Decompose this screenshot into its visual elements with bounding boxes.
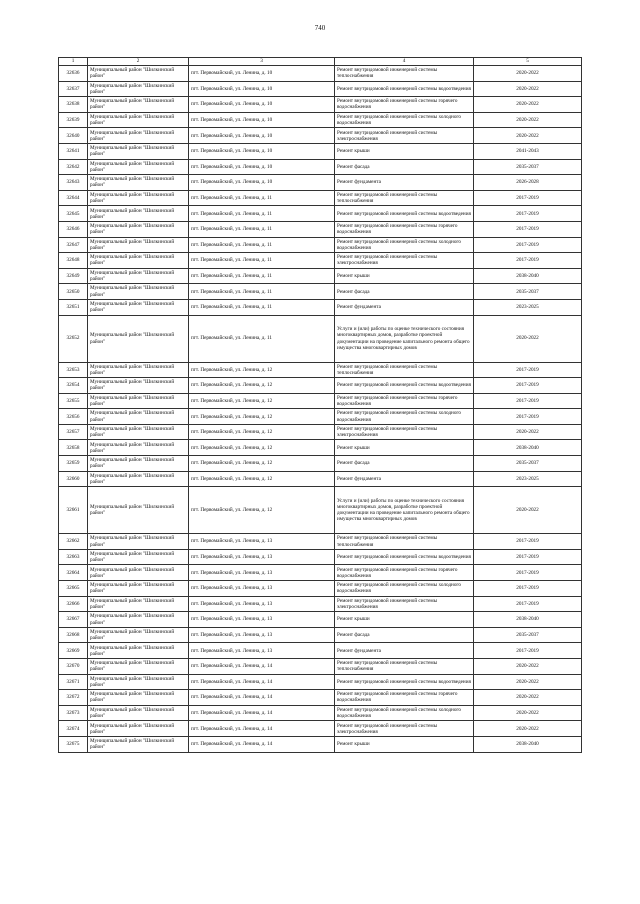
municipality-cell: Муниципальный район "Шилкинский район": [88, 721, 189, 737]
address-cell: пгт. Первомайский, ул. Ленина, д. 10: [189, 175, 335, 191]
municipality-cell: Муниципальный район "Шилкинский район": [88, 66, 189, 82]
table-row: [59, 705, 582, 721]
table-row: [59, 128, 582, 144]
header-row: [59, 58, 582, 66]
municipality-cell: Муниципальный район "Шилкинский район": [88, 659, 189, 675]
municipality-cell: Муниципальный район "Шилкинский район": [88, 268, 189, 284]
row-number-cell: 32672: [59, 690, 88, 706]
work-type-cell: Ремонт внутридомовой инженерной системы холодного водоснабжения: [335, 409, 474, 425]
table-row: [59, 221, 582, 237]
municipality-cell: Муниципальный район "Шилкинский район": [88, 440, 189, 456]
table-row: [59, 284, 582, 300]
municipality-cell: Муниципальный район "Шилкинский район": [88, 643, 189, 659]
table-row: [59, 81, 582, 97]
period-cell: 2017-2019: [474, 362, 582, 378]
address-cell: пгт. Первомайский, ул. Ленина, д. 11: [189, 206, 335, 222]
work-type-cell: Ремонт внутридомовой инженерной системы водоотведения: [335, 206, 474, 222]
period-cell: 2020-2022: [474, 487, 582, 534]
municipality-cell: Муниципальный район "Шилкинский район": [88, 284, 189, 300]
period-cell: 2017-2019: [474, 393, 582, 409]
work-type-cell: Ремонт фасада: [335, 456, 474, 472]
address-cell: пгт. Первомайский, ул. Ленина, д. 11: [189, 315, 335, 362]
address-cell: пгт. Первомайский, ул. Ленина, д. 12: [189, 378, 335, 394]
column-header: 2: [88, 58, 189, 66]
municipality-cell: Муниципальный район "Шилкинский район": [88, 299, 189, 315]
address-cell: пгт. Первомайский, ул. Ленина, д. 14: [189, 674, 335, 690]
row-number-cell: 32647: [59, 237, 88, 253]
column-header: 4: [335, 58, 474, 66]
municipality-cell: Муниципальный район "Шилкинский район": [88, 456, 189, 472]
row-number-cell: 32670: [59, 659, 88, 675]
row-number-cell: 32666: [59, 596, 88, 612]
address-cell: пгт. Первомайский, ул. Ленина, д. 11: [189, 237, 335, 253]
work-type-cell: Ремонт внутридомовой инженерной системы электроснабжения: [335, 424, 474, 440]
table-row: [59, 159, 582, 175]
municipality-cell: Муниципальный район "Шилкинский район": [88, 627, 189, 643]
table-row: [59, 549, 582, 565]
municipality-cell: Муниципальный район "Шилкинский район": [88, 253, 189, 269]
period-cell: 2038-2040: [474, 440, 582, 456]
municipality-cell: Муниципальный район "Шилкинский район": [88, 736, 189, 752]
table-row: [59, 175, 582, 191]
period-cell: 2020-2022: [474, 81, 582, 97]
period-cell: 2035-2037: [474, 456, 582, 472]
address-cell: пгт. Первомайский, ул. Ленина, д. 11: [189, 284, 335, 300]
address-cell: пгт. Первомайский, ул. Ленина, д. 12: [189, 471, 335, 487]
work-type-cell: Ремонт внутридомовой инженерной системы водоотведения: [335, 81, 474, 97]
period-cell: 2041-2043: [474, 143, 582, 159]
municipality-cell: Муниципальный район "Шилкинский район": [88, 581, 189, 597]
municipality-cell: Муниципальный район "Шилкинский район": [88, 424, 189, 440]
row-number-cell: 32657: [59, 424, 88, 440]
address-cell: пгт. Первомайский, ул. Ленина, д. 12: [189, 409, 335, 425]
table-row: [59, 581, 582, 597]
period-cell: 2017-2019: [474, 253, 582, 269]
table-row: [59, 471, 582, 487]
table-row: [59, 409, 582, 425]
row-number-cell: 32650: [59, 284, 88, 300]
row-number-cell: 32668: [59, 627, 88, 643]
table-row: [59, 66, 582, 82]
period-cell: 2020-2022: [474, 97, 582, 113]
table-row: [59, 456, 582, 472]
row-number-cell: 32651: [59, 299, 88, 315]
row-number-cell: 32648: [59, 253, 88, 269]
table-row: [59, 534, 582, 550]
municipality-cell: Муниципальный район "Шилкинский район": [88, 409, 189, 425]
column-header: 3: [189, 58, 335, 66]
period-cell: 2035-2037: [474, 627, 582, 643]
address-cell: пгт. Первомайский, ул. Ленина, д. 10: [189, 112, 335, 128]
address-cell: пгт. Первомайский, ул. Ленина, д. 12: [189, 456, 335, 472]
period-cell: 2023-2025: [474, 471, 582, 487]
work-type-cell: Ремонт внутридомовой инженерной системы водоотведения: [335, 378, 474, 394]
row-number-cell: 32640: [59, 128, 88, 144]
table-row: [59, 487, 582, 534]
address-cell: пгт. Первомайский, ул. Ленина, д. 10: [189, 159, 335, 175]
row-number-cell: 32638: [59, 97, 88, 113]
municipality-cell: Муниципальный район "Шилкинский район": [88, 237, 189, 253]
period-cell: 2017-2019: [474, 549, 582, 565]
period-cell: 2023-2025: [474, 299, 582, 315]
address-cell: пгт. Первомайский, ул. Ленина, д. 10: [189, 81, 335, 97]
municipality-cell: Муниципальный район "Шилкинский район": [88, 674, 189, 690]
table-row: [59, 596, 582, 612]
address-cell: пгт. Первомайский, ул. Ленина, д. 11: [189, 299, 335, 315]
work-type-cell: Ремонт крыши: [335, 612, 474, 628]
work-type-cell: Ремонт крыши: [335, 268, 474, 284]
period-cell: 2017-2019: [474, 565, 582, 581]
work-type-cell: Ремонт внутридомовой инженерной системы теплоснабжения: [335, 362, 474, 378]
municipality-cell: Муниципальный район "Шилкинский район": [88, 690, 189, 706]
row-number-cell: 32636: [59, 66, 88, 82]
row-number-cell: 32642: [59, 159, 88, 175]
municipality-cell: Муниципальный район "Шилкинский район": [88, 190, 189, 206]
table-row: [59, 362, 582, 378]
row-number-cell: 32664: [59, 565, 88, 581]
work-type-cell: Ремонт фасада: [335, 627, 474, 643]
table-row: [59, 206, 582, 222]
period-cell: 2038-2040: [474, 612, 582, 628]
period-cell: 2035-2037: [474, 159, 582, 175]
row-number-cell: 32645: [59, 206, 88, 222]
address-cell: пгт. Первомайский, ул. Ленина, д. 12: [189, 440, 335, 456]
work-type-cell: Ремонт крыши: [335, 440, 474, 456]
address-cell: пгт. Первомайский, ул. Ленина, д. 14: [189, 659, 335, 675]
period-cell: 2017-2019: [474, 596, 582, 612]
period-cell: 2020-2022: [474, 66, 582, 82]
municipality-cell: Муниципальный район "Шилкинский район": [88, 378, 189, 394]
address-cell: пгт. Первомайский, ул. Ленина, д. 10: [189, 128, 335, 144]
period-cell: 2017-2019: [474, 581, 582, 597]
work-type-cell: Ремонт внутридомовой инженерной системы холодного водоснабжения: [335, 112, 474, 128]
period-cell: 2017-2019: [474, 643, 582, 659]
period-cell: 2020-2022: [474, 705, 582, 721]
work-type-cell: Ремонт внутридомовой инженерной системы электроснабжения: [335, 721, 474, 737]
work-type-cell: Ремонт фасада: [335, 159, 474, 175]
table-row: [59, 674, 582, 690]
municipality-cell: Муниципальный район "Шилкинский район": [88, 159, 189, 175]
address-cell: пгт. Первомайский, ул. Ленина, д. 13: [189, 627, 335, 643]
work-type-cell: Услуги и (или) работы по оценке технического состояния многоквартирных домов, разработке проектной документации на проведение капитального ремонта общего имущества многоквартирных домов: [335, 487, 474, 534]
table-row: [59, 721, 582, 737]
work-type-cell: Ремонт внутридомовой инженерной системы электроснабжения: [335, 253, 474, 269]
row-number-cell: 32658: [59, 440, 88, 456]
work-type-cell: Ремонт внутридомовой инженерной системы теплоснабжения: [335, 190, 474, 206]
row-number-cell: 32675: [59, 736, 88, 752]
address-cell: пгт. Первомайский, ул. Ленина, д. 11: [189, 190, 335, 206]
municipality-cell: Муниципальный район "Шилкинский район": [88, 705, 189, 721]
period-cell: 2020-2022: [474, 424, 582, 440]
work-type-cell: Ремонт внутридомовой инженерной системы холодного водоснабжения: [335, 581, 474, 597]
column-header: 1: [59, 58, 88, 66]
address-cell: пгт. Первомайский, ул. Ленина, д. 11: [189, 221, 335, 237]
row-number-cell: 32669: [59, 643, 88, 659]
work-type-cell: Услуги и (или) работы по оценке технического состояния многоквартирных домов, разработке проектной документации на проведение капитального ремонта общего имущества многоквартирных домов: [335, 315, 474, 362]
table-row: [59, 627, 582, 643]
work-type-cell: Ремонт крыши: [335, 143, 474, 159]
row-number-cell: 32655: [59, 393, 88, 409]
address-cell: пгт. Первомайский, ул. Ленина, д. 12: [189, 393, 335, 409]
work-type-cell: Ремонт внутридомовой инженерной системы теплоснабжения: [335, 66, 474, 82]
table-row: [59, 97, 582, 113]
work-type-cell: Ремонт внутридомовой инженерной системы теплоснабжения: [335, 534, 474, 550]
table-row: [59, 565, 582, 581]
row-number-cell: 32674: [59, 721, 88, 737]
table-row: [59, 253, 582, 269]
municipality-cell: Муниципальный район "Шилкинский район": [88, 612, 189, 628]
row-number-cell: 32659: [59, 456, 88, 472]
row-number-cell: 32643: [59, 175, 88, 191]
municipality-cell: Муниципальный район "Шилкинский район": [88, 315, 189, 362]
work-type-cell: Ремонт внутридомовой инженерной системы электроснабжения: [335, 128, 474, 144]
address-cell: пгт. Первомайский, ул. Ленина, д. 13: [189, 581, 335, 597]
row-number-cell: 32665: [59, 581, 88, 597]
table-row: [59, 424, 582, 440]
table-row: [59, 315, 582, 362]
address-cell: пгт. Первомайский, ул. Ленина, д. 11: [189, 268, 335, 284]
address-cell: пгт. Первомайский, ул. Ленина, д. 13: [189, 596, 335, 612]
capital-repair-table: [58, 57, 582, 753]
period-cell: 2038-2040: [474, 736, 582, 752]
period-cell: 2020-2022: [474, 690, 582, 706]
table-row: [59, 736, 582, 752]
address-cell: пгт. Первомайский, ул. Ленина, д. 10: [189, 97, 335, 113]
work-type-cell: Ремонт внутридомовой инженерной системы горячего водоснабжения: [335, 690, 474, 706]
address-cell: пгт. Первомайский, ул. Ленина, д. 13: [189, 612, 335, 628]
address-cell: пгт. Первомайский, ул. Ленина, д. 13: [189, 565, 335, 581]
table-row: [59, 643, 582, 659]
page-number: 740: [314, 24, 326, 32]
work-type-cell: Ремонт внутридомовой инженерной системы горячего водоснабжения: [335, 393, 474, 409]
work-type-cell: Ремонт внутридомовой инженерной системы горячего водоснабжения: [335, 565, 474, 581]
period-cell: 2020-2022: [474, 721, 582, 737]
municipality-cell: Муниципальный район "Шилкинский район": [88, 143, 189, 159]
municipality-cell: Муниципальный район "Шилкинский район": [88, 534, 189, 550]
row-number-cell: 32646: [59, 221, 88, 237]
table-row: [59, 143, 582, 159]
municipality-cell: Муниципальный район "Шилкинский район": [88, 81, 189, 97]
address-cell: пгт. Первомайский, ул. Ленина, д. 13: [189, 549, 335, 565]
period-cell: 2038-2040: [474, 268, 582, 284]
period-cell: 2020-2022: [474, 659, 582, 675]
table-row: [59, 659, 582, 675]
municipality-cell: Муниципальный район "Шилкинский район": [88, 471, 189, 487]
period-cell: 2017-2019: [474, 190, 582, 206]
work-type-cell: Ремонт фундамента: [335, 175, 474, 191]
row-number-cell: 32656: [59, 409, 88, 425]
period-cell: 2020-2022: [474, 128, 582, 144]
municipality-cell: Муниципальный район "Шилкинский район": [88, 393, 189, 409]
row-number-cell: 32639: [59, 112, 88, 128]
address-cell: пгт. Первомайский, ул. Ленина, д. 11: [189, 253, 335, 269]
address-cell: пгт. Первомайский, ул. Ленина, д. 10: [189, 66, 335, 82]
work-type-cell: Ремонт крыши: [335, 736, 474, 752]
row-number-cell: 32653: [59, 362, 88, 378]
municipality-cell: Муниципальный район "Шилкинский район": [88, 362, 189, 378]
table-body: [59, 66, 582, 753]
row-number-cell: 32644: [59, 190, 88, 206]
address-cell: пгт. Первомайский, ул. Ленина, д. 14: [189, 705, 335, 721]
table-row: [59, 112, 582, 128]
table-row: [59, 690, 582, 706]
period-cell: 2020-2022: [474, 674, 582, 690]
municipality-cell: Муниципальный район "Шилкинский район": [88, 112, 189, 128]
address-cell: пгт. Первомайский, ул. Ленина, д. 12: [189, 362, 335, 378]
period-cell: 2017-2019: [474, 237, 582, 253]
municipality-cell: Муниципальный район "Шилкинский район": [88, 487, 189, 534]
work-type-cell: Ремонт внутридомовой инженерной системы водоотведения: [335, 674, 474, 690]
work-type-cell: Ремонт фасада: [335, 284, 474, 300]
period-cell: 2020-2022: [474, 315, 582, 362]
period-cell: 2017-2019: [474, 206, 582, 222]
address-cell: пгт. Первомайский, ул. Ленина, д. 14: [189, 721, 335, 737]
municipality-cell: Муниципальный район "Шилкинский район": [88, 221, 189, 237]
row-number-cell: 32660: [59, 471, 88, 487]
period-cell: 2017-2019: [474, 409, 582, 425]
period-cell: 2017-2019: [474, 378, 582, 394]
address-cell: пгт. Первомайский, ул. Ленина, д. 13: [189, 643, 335, 659]
municipality-cell: Муниципальный район "Шилкинский район": [88, 596, 189, 612]
work-type-cell: Ремонт внутридомовой инженерной системы электроснабжения: [335, 596, 474, 612]
row-number-cell: 32649: [59, 268, 88, 284]
address-cell: пгт. Первомайский, ул. Ленина, д. 14: [189, 736, 335, 752]
period-cell: 2020-2022: [474, 112, 582, 128]
row-number-cell: 32661: [59, 487, 88, 534]
table-row: [59, 268, 582, 284]
address-cell: пгт. Первомайский, ул. Ленина, д. 14: [189, 690, 335, 706]
row-number-cell: 32673: [59, 705, 88, 721]
municipality-cell: Муниципальный район "Шилкинский район": [88, 97, 189, 113]
address-cell: пгт. Первомайский, ул. Ленина, д. 13: [189, 534, 335, 550]
municipality-cell: Муниципальный район "Шилкинский район": [88, 175, 189, 191]
address-cell: пгт. Первомайский, ул. Ленина, д. 10: [189, 143, 335, 159]
work-type-cell: Ремонт внутридомовой инженерной системы водоотведения: [335, 549, 474, 565]
row-number-cell: 32671: [59, 674, 88, 690]
municipality-cell: Муниципальный район "Шилкинский район": [88, 549, 189, 565]
table-row: [59, 190, 582, 206]
row-number-cell: 32641: [59, 143, 88, 159]
period-cell: 2017-2019: [474, 221, 582, 237]
row-number-cell: 32652: [59, 315, 88, 362]
table-row: [59, 378, 582, 394]
period-cell: 2035-2037: [474, 284, 582, 300]
work-type-cell: Ремонт внутридомовой инженерной системы горячего водоснабжения: [335, 97, 474, 113]
work-type-cell: Ремонт фундамента: [335, 471, 474, 487]
address-cell: пгт. Первомайский, ул. Ленина, д. 12: [189, 487, 335, 534]
work-type-cell: Ремонт внутридомовой инженерной системы теплоснабжения: [335, 659, 474, 675]
row-number-cell: 32667: [59, 612, 88, 628]
work-type-cell: Ремонт внутридомовой инженерной системы горячего водоснабжения: [335, 221, 474, 237]
period-cell: 2017-2019: [474, 534, 582, 550]
municipality-cell: Муниципальный район "Шилкинский район": [88, 128, 189, 144]
work-type-cell: Ремонт фундамента: [335, 643, 474, 659]
work-type-cell: Ремонт внутридомовой инженерной системы холодного водоснабжения: [335, 237, 474, 253]
work-type-cell: Ремонт фундамента: [335, 299, 474, 315]
row-number-cell: 32662: [59, 534, 88, 550]
row-number-cell: 32654: [59, 378, 88, 394]
table-row: [59, 440, 582, 456]
row-number-cell: 32637: [59, 81, 88, 97]
table-row: [59, 237, 582, 253]
table-row: [59, 299, 582, 315]
table-row: [59, 393, 582, 409]
table-row: [59, 612, 582, 628]
column-header: 5: [474, 58, 582, 66]
row-number-cell: 32663: [59, 549, 88, 565]
municipality-cell: Муниципальный район "Шилкинский район": [88, 206, 189, 222]
municipality-cell: Муниципальный район "Шилкинский район": [88, 565, 189, 581]
address-cell: пгт. Первомайский, ул. Ленина, д. 12: [189, 424, 335, 440]
period-cell: 2026-2028: [474, 175, 582, 191]
work-type-cell: Ремонт внутридомовой инженерной системы холодного водоснабжения: [335, 705, 474, 721]
